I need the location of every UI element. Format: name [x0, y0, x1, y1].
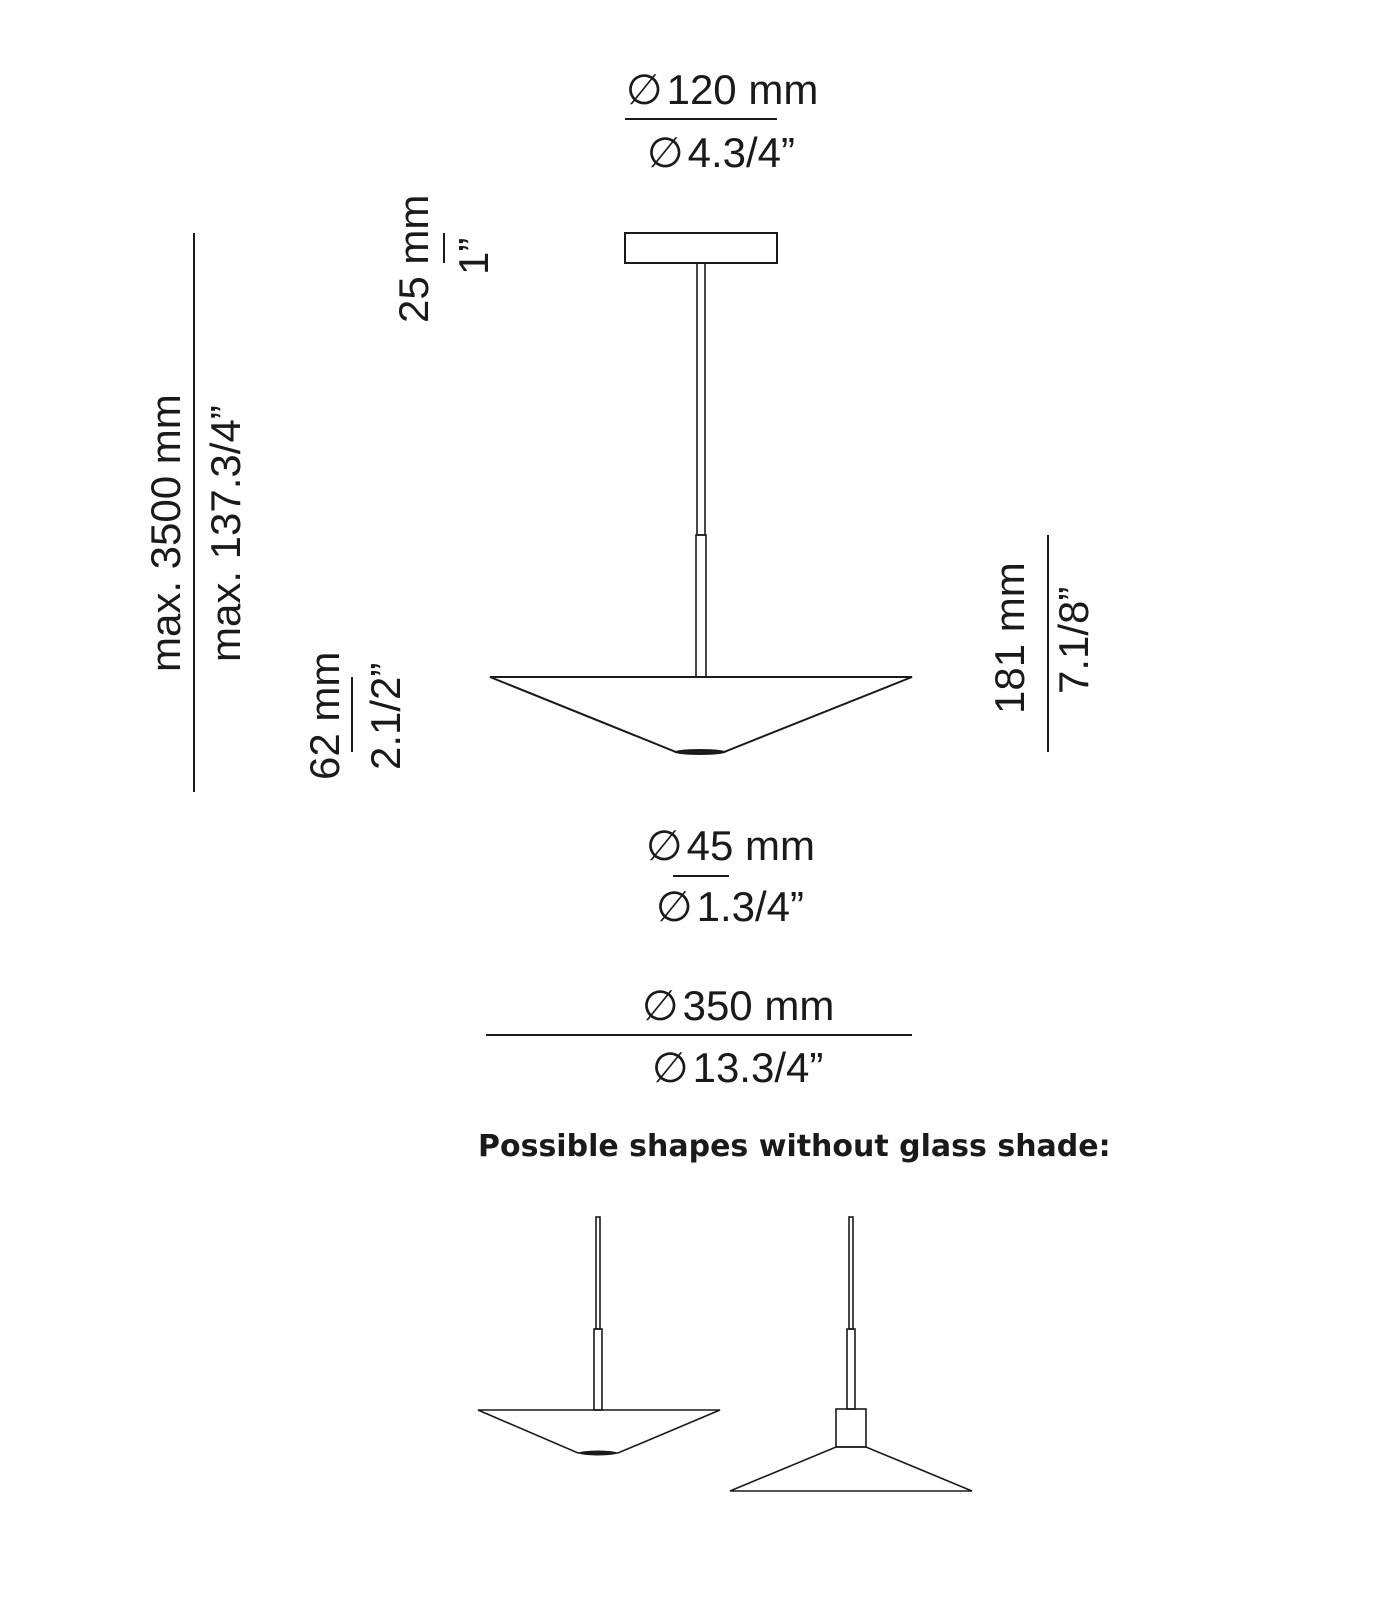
canopy	[625, 233, 777, 263]
shade-height-dimension	[301, 652, 409, 780]
canopy-diameter-dimension	[625, 66, 818, 176]
alt-shape-flat	[730, 1217, 972, 1491]
alt1-rod	[596, 1217, 600, 1329]
rod-lower-section	[696, 535, 706, 677]
alt1-rod-lower	[594, 1329, 602, 1410]
alt2-shade	[730, 1447, 972, 1491]
total-height-mm: 181 mm	[986, 562, 1033, 714]
bottom-diameter-mm: 45 mm	[686, 822, 815, 869]
bottom-diameter-in: 1.3/4”	[696, 883, 804, 930]
shade-height-in: 2.1/2”	[362, 662, 409, 770]
shade-height-mm: 62 mm	[301, 651, 348, 780]
diameter-symbol-icon: ∅	[626, 66, 663, 113]
diameter-symbol-icon: ∅	[656, 883, 693, 930]
canopy-height-dimension	[390, 195, 497, 323]
light-source-base	[674, 749, 726, 755]
diameter-symbol-icon: ∅	[646, 822, 683, 869]
main-lamp	[490, 233, 912, 755]
max-length-mm: max. 3500 mm	[142, 394, 189, 672]
max-length-in: max. 137.3/4”	[202, 405, 249, 662]
max-length-dimension	[142, 233, 249, 792]
shade-diameter-mm: 350 mm	[682, 982, 835, 1029]
diameter-symbol-icon: ∅	[647, 129, 684, 176]
glass-shade	[490, 677, 912, 752]
alt1-light-source	[579, 1451, 617, 1456]
bottom-diameter-dimension	[646, 822, 815, 930]
alt2-rod	[849, 1217, 853, 1329]
alt2-rod-lower	[847, 1329, 855, 1409]
canopy-diameter-mm: 120 mm	[666, 66, 819, 113]
diameter-symbol-icon: ∅	[642, 982, 679, 1029]
alt2-socket	[836, 1409, 866, 1447]
total-height-dimension	[986, 535, 1097, 752]
canopy-diameter-in: 4.3/4”	[687, 129, 795, 176]
alt-shape-conical	[478, 1217, 720, 1456]
total-height-in: 7.1/8”	[1050, 586, 1097, 694]
shade-diameter-in: 13.3/4”	[692, 1044, 824, 1091]
canopy-height-in: 1”	[450, 237, 497, 275]
alt1-shade	[478, 1410, 720, 1453]
shade-diameter-dimension	[486, 982, 912, 1091]
shapes-caption: Possible shapes without glass shade:	[478, 1129, 1111, 1164]
canopy-height-mm: 25 mm	[390, 194, 437, 323]
diameter-symbol-icon: ∅	[652, 1044, 689, 1091]
suspension-rod	[697, 263, 705, 535]
